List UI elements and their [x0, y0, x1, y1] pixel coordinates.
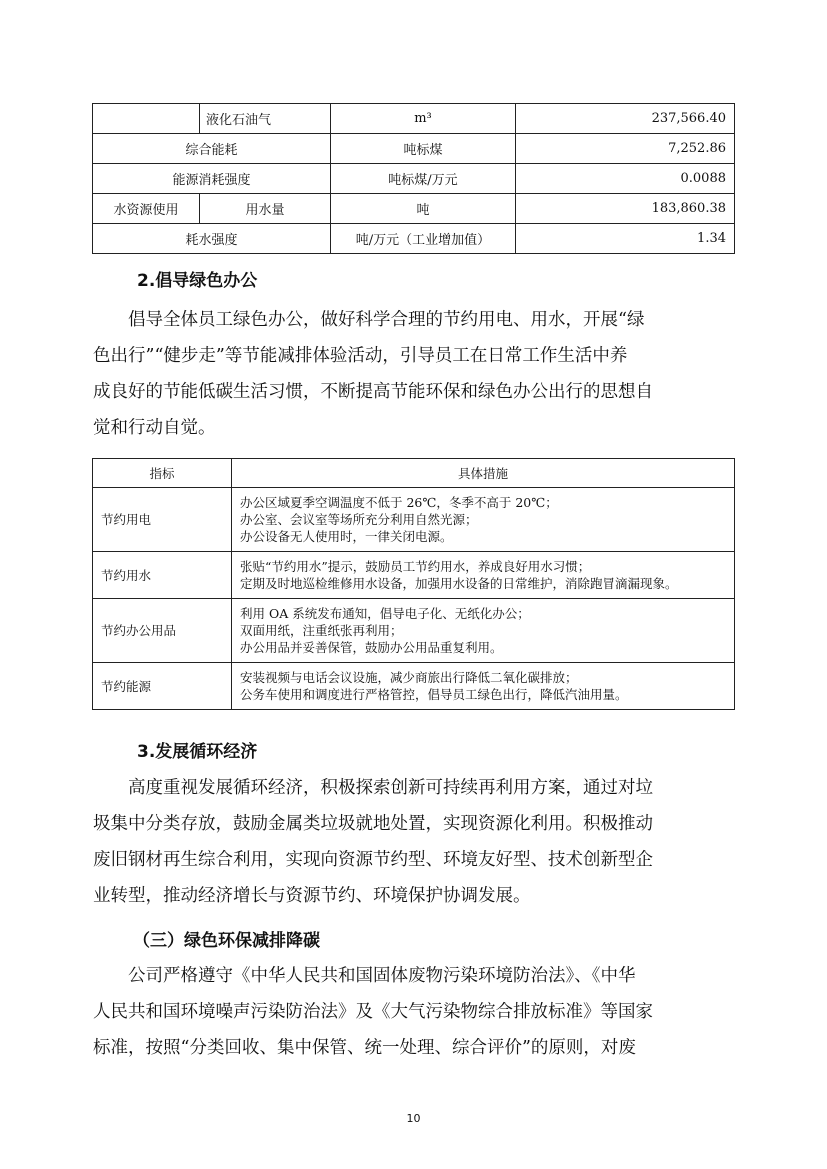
measure-label: 节约用电	[93, 488, 232, 552]
measure-item: 公务车使用和调度进行严格管控，倡导员工绿色出行，降低汽油用量。	[240, 687, 628, 702]
measure-item: 办公设备无人使用时，一律关闭电源。	[240, 529, 453, 544]
table-cell: 能源消耗强度	[93, 164, 331, 194]
header-cell: 指标	[93, 459, 232, 488]
measure-item: 张贴“节约用水”提示，鼓励员工节约用水，养成良好用水习惯；	[240, 559, 591, 574]
table-cell: 吨标煤	[331, 134, 516, 164]
text-line: 业转型，推动经济增长与资源节约、环境保护协调发展。	[93, 886, 531, 906]
table-cell: 7,252.86	[516, 134, 735, 164]
header-cell: 具体措施	[232, 459, 735, 488]
table-row	[93, 134, 735, 164]
measure-text	[232, 599, 735, 663]
section-heading: 3.发展循环经济	[137, 742, 258, 762]
table-cell: 综合能耗	[93, 134, 331, 164]
text-line: 倡导全体员工绿色办公，做好科学合理的节约用电、用水，开展“绿	[128, 310, 645, 330]
table-row	[93, 194, 735, 224]
table-cell: 耗水强度	[93, 224, 331, 254]
measure-label: 节约办公用品	[93, 599, 232, 663]
table-cell: 液化石油气	[200, 104, 331, 134]
table-cell: 吨/万元（工业增加值）	[331, 224, 516, 254]
table-row	[93, 164, 735, 194]
text-line: 废旧钢材再生综合利用，实现向资源节约型、环境友好型、技术创新型企	[93, 850, 653, 870]
table-row	[93, 599, 735, 663]
measure-item: 办公区域夏季空调温度不低于 26℃，冬季不高于 20℃；	[240, 495, 558, 510]
section-paragraph	[93, 770, 736, 914]
measure-item: 办公用品并妥善保管，鼓励办公用品重复利用。	[240, 640, 503, 655]
table-cell: 吨标煤/万元	[331, 164, 516, 194]
table-cell: 吨	[331, 194, 516, 224]
table-cell: 1.34	[516, 224, 735, 254]
measure-item: 安装视频与电话会议设施，减少商旅出行降低二氧化碳排放；	[240, 670, 578, 685]
table-cell: 用水量	[200, 194, 331, 224]
section-paragraph	[93, 302, 736, 446]
table-cell: m³	[331, 104, 516, 134]
table-row	[93, 488, 735, 552]
table-row	[93, 552, 735, 599]
section-heading: （三）绿色环保减排降碳	[133, 931, 320, 951]
text-line: 色出行”“健步走”等节能减排体验活动，引导员工在日常工作生活中养	[93, 346, 628, 366]
measure-text	[232, 663, 735, 710]
text-line: 标准，按照“分类回收、集中保管、统一处理、综合评价”的原则，对废	[93, 1038, 636, 1058]
measure-item: 定期及时地巡检维修用水设备，加强用水设备的日常维护，消除跑冒滴漏现象。	[240, 576, 678, 591]
table-cell	[93, 104, 200, 134]
measure-item: 利用 OA 系统发布通知，倡导电子化、无纸化办公；	[240, 606, 530, 621]
measure-item: 办公室、会议室等场所充分利用自然光源；	[240, 512, 478, 527]
table-header-row	[93, 459, 735, 488]
measure-text	[232, 552, 735, 599]
text-line: 圾集中分类存放，鼓励金属类垃圾就地处置，实现资源化利用。积极推动	[93, 814, 653, 834]
table-cell: 水资源使用	[93, 194, 200, 224]
measure-text	[232, 488, 735, 552]
table-cell: 183,860.38	[516, 194, 735, 224]
text-line: 公司严格遵守《中华人民共和国固体废物污染环境防治法》、《中华	[128, 966, 636, 986]
table-row	[93, 224, 735, 254]
measure-label: 节约能源	[93, 663, 232, 710]
table-row	[93, 104, 735, 134]
text-line: 成良好的节能低碳生活习惯，不断提高节能环保和绿色办公出行的思想自	[93, 382, 653, 402]
measure-label: 节约用水	[93, 552, 232, 599]
energy-table	[92, 103, 735, 254]
section-heading: 2.倡导绿色办公	[137, 271, 258, 291]
table-cell: 237,566.40	[516, 104, 735, 134]
measures-table	[92, 458, 735, 710]
text-line: 觉和行动自觉。	[93, 418, 216, 438]
page-number: 10	[406, 1112, 421, 1125]
table-row	[93, 663, 735, 710]
text-line: 高度重视发展循环经济，积极探索创新可持续再利用方案，通过对垃	[128, 778, 653, 798]
text-line: 人民共和国环境噪声污染防治法》及《大气污染物综合排放标准》等国家	[93, 1002, 653, 1022]
section-paragraph	[93, 958, 736, 1066]
measure-item: 双面用纸，注重纸张再利用；	[240, 623, 403, 638]
table-cell: 0.0088	[516, 164, 735, 194]
